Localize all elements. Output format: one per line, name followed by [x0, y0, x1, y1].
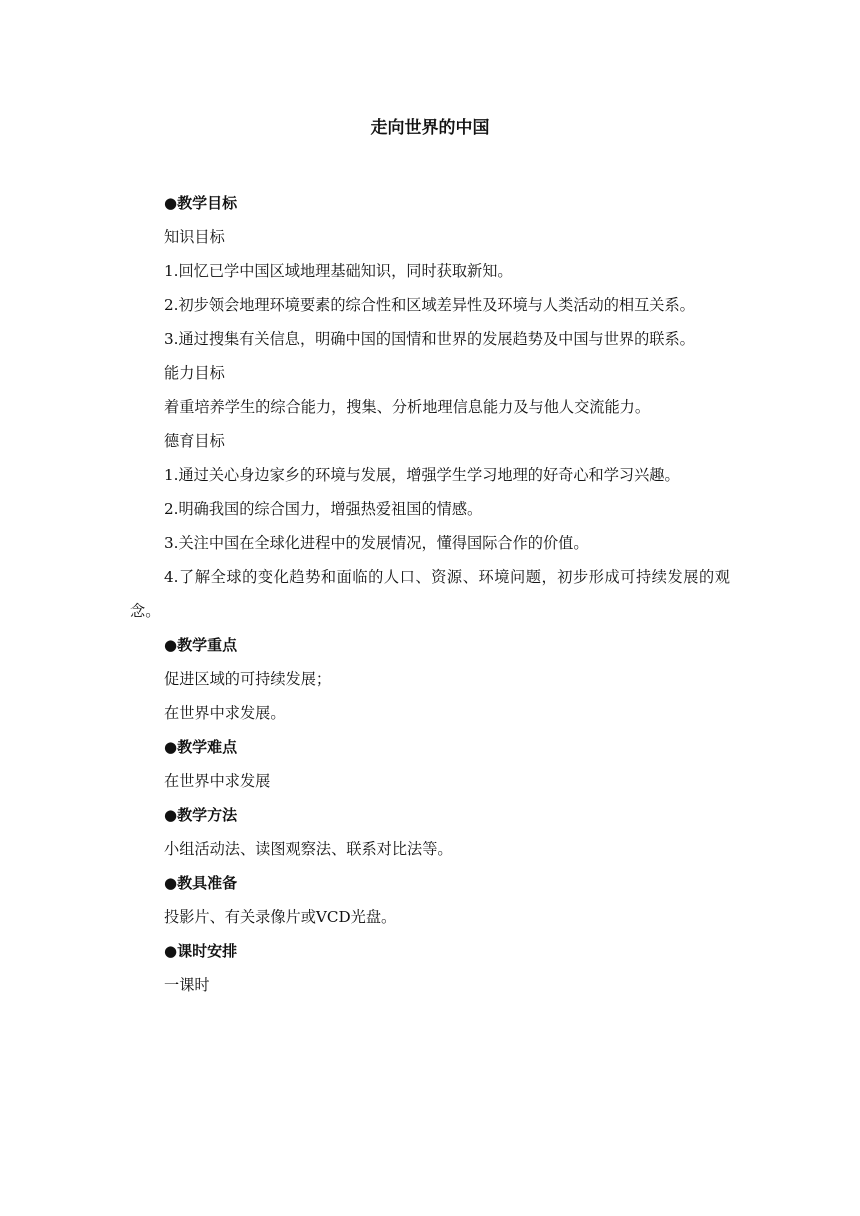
key-point-2: 在世界中求发展。	[164, 704, 286, 722]
difficulty-text: 在世界中求发展	[164, 772, 271, 790]
key-points-heading: ●教学重点	[164, 636, 238, 654]
tools-text: 投影片、有关录像片或VCD光盘。	[164, 908, 397, 926]
schedule-text: 一课时	[164, 976, 210, 994]
moral-item-4: 4.了解全球的变化趋势和面临的人口、资源、环境问题，初步形成可持续发展的观念。	[130, 568, 730, 620]
knowledge-item-1: 1.回忆已学中国区域地理基础知识，同时获取新知。	[164, 262, 513, 280]
key-point-1: 促进区域的可持续发展；	[164, 670, 332, 688]
moral-item-2: 2.明确我国的综合国力，增强热爱祖国的情感。	[164, 500, 483, 518]
document-body	[130, 186, 730, 1002]
knowledge-item-3: 3.通过搜集有关信息，明确中国的国情和世界的发展趋势及中国与世界的联系。	[164, 330, 695, 348]
moral-item-3: 3.关注中国在全球化进程中的发展情况，懂得国际合作的价值。	[164, 534, 589, 552]
moral-item-1: 1.通过关心身边家乡的环境与发展，增强学生学习地理的好奇心和学习兴趣。	[164, 466, 680, 484]
objectives-heading: ●教学目标	[164, 194, 238, 212]
schedule-heading: ●课时安排	[164, 942, 238, 960]
methods-text: 小组活动法、读图观察法、联系对比法等。	[164, 840, 453, 858]
ability-label: 能力目标	[164, 364, 225, 382]
methods-heading: ●教学方法	[164, 806, 238, 824]
tools-heading: ●教具准备	[164, 874, 238, 892]
difficulty-heading: ●教学难点	[164, 738, 238, 756]
knowledge-label: 知识目标	[164, 228, 225, 246]
ability-text: 着重培养学生的综合能力，搜集、分析地理信息能力及与他人交流能力。	[164, 398, 650, 416]
document-title: 走向世界的中国	[370, 118, 490, 138]
knowledge-item-2: 2.初步领会地理环境要素的综合性和区域差异性及环境与人类活动的相互关系。	[164, 296, 695, 314]
moral-label: 德育目标	[164, 432, 225, 450]
